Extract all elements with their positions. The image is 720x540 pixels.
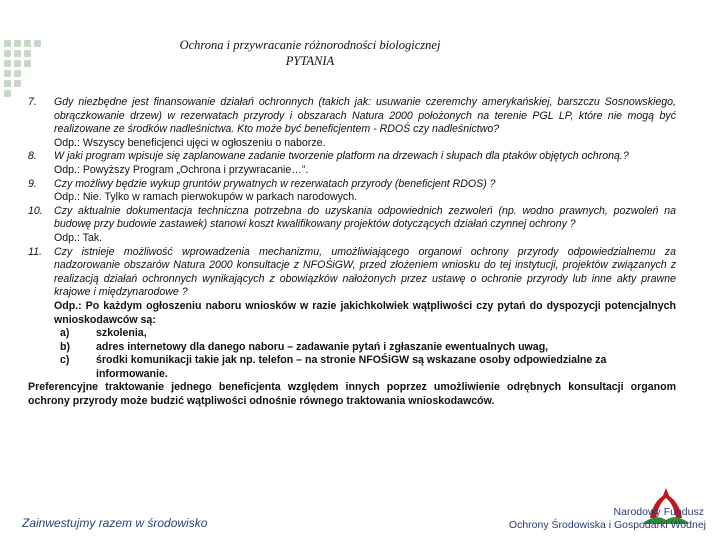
- answer-text: Odp.: Wszyscy beneficjenci ujęci w ogłoszeniu o naborze.: [54, 136, 326, 149]
- answer-subitem: [28, 327, 676, 341]
- subitem-letter: a): [60, 327, 70, 340]
- answer-subitem: [28, 354, 676, 381]
- answer-subitem: [28, 341, 676, 355]
- question-number: 7.: [28, 96, 37, 108]
- questions-list: [28, 96, 676, 409]
- subitem-letter: b): [60, 340, 70, 353]
- question-text: Gdy niezbędne jest finansowanie działań ochronnych (takich jak: usuwanie czeremchy amerykańskiej, barszczu Sosnowskiego, obrączkowanie drzew) w rezerwatach przyrody i obszarach Natura 2000 położonych na terenie PGL LP, które nie mogą być realizowane ze środków nadleśnictwa. Kto może być beneficjentem - RDOŚ czy nadleśnictwo?: [54, 96, 676, 136]
- question-number: 11.: [28, 245, 42, 258]
- closing-paragraph: Preferencyjne traktowanie jednego beneficjenta względem innych poprzez umożliwienie odrębnych konsultacji organom ochrony przyrody może budzić wątpliwości odnośnie równego traktowania wnioskodawców.: [28, 381, 676, 408]
- subitem-letter: c): [60, 354, 70, 367]
- fund-name-line1: Narodowy Fundusz: [613, 506, 704, 518]
- page-title: Ochrona i przywracanie różnorodności biologicznej: [179, 38, 441, 52]
- question-item: [28, 246, 676, 300]
- page-subtitle: PYTANIA: [285, 54, 335, 68]
- answer-text: Odp.: Powyższy Program „Ochrona i przywracanie…”.: [54, 163, 309, 176]
- subitem-text: szkolenia,: [96, 327, 147, 340]
- question-text: W jaki program wpisuje się zaplanowane zadanie tworzenie platform na drzewach i słupach dla ptaków objętych ochroną.?: [54, 150, 629, 163]
- answer-text: Odp.: Po każdym ogłoszeniu naboru wniosków w razie jakichkolwiek wątpliwości czy pytań do dyspozycji potencjalnych wnioskodawców są:: [54, 299, 676, 326]
- question-text: Czy istnieje możliwość wprowadzenia mechanizmu, umożliwiającego organowi ochrony przyrody odpowiedzialnemu za nadzorowanie obszarów Natura 2000 konsultacje z NFOŚiGW, przed złożeniem wniosku do tej instytucji, projektów związanych z realizacją działań ochronnych wynikających z obowiązków nałożonych przez ustawę o ochronie przyrody lub inne akty prawne krajowe i międzynarodowe ?: [54, 245, 676, 299]
- fund-name: [509, 506, 706, 532]
- subitem-text: środki komunikacji takie jak np. telefon – na stronie NFOŚiGW są wskazane osoby odpowiedzialne za informowanie.: [96, 354, 607, 380]
- question-item: [28, 205, 676, 232]
- question-text: Czy aktualnie dokumentacja techniczna potrzebna do uzyskania odpowiednich zezwoleń (np. wodno prawnych, pozwoleń na budowę przy budowie zastawek) stanowi koszt kwalifikowany projektów dotyczących działań czynnej ochrony ?: [54, 204, 676, 231]
- answer-text: Odp.: Nie. Tylko w ramach pierwokupów w parkach narodowych.: [54, 191, 358, 204]
- question-number: 9.: [28, 177, 37, 190]
- answer-text: Odp.: Tak.: [54, 231, 103, 244]
- fund-name-line2: Ochrony Środowiska i Gospodarki Wodnej: [508, 519, 706, 531]
- question-item: [28, 178, 676, 192]
- subitem-text: adres internetowy dla danego naboru – zadawanie pytań i zgłaszanie ewentualnych uwag,: [96, 340, 549, 353]
- question-text: Czy możliwy będzie wykup gruntów prywatnych w rezerwatach przyrody (beneficjent RDOS) ?: [54, 177, 496, 190]
- footer-slogan: Zainwestujmy razem w środowisko: [22, 516, 208, 530]
- question-number: 8.: [28, 150, 37, 163]
- question-item: [28, 150, 676, 164]
- question-item: [28, 96, 676, 137]
- question-number: 10.: [28, 204, 43, 217]
